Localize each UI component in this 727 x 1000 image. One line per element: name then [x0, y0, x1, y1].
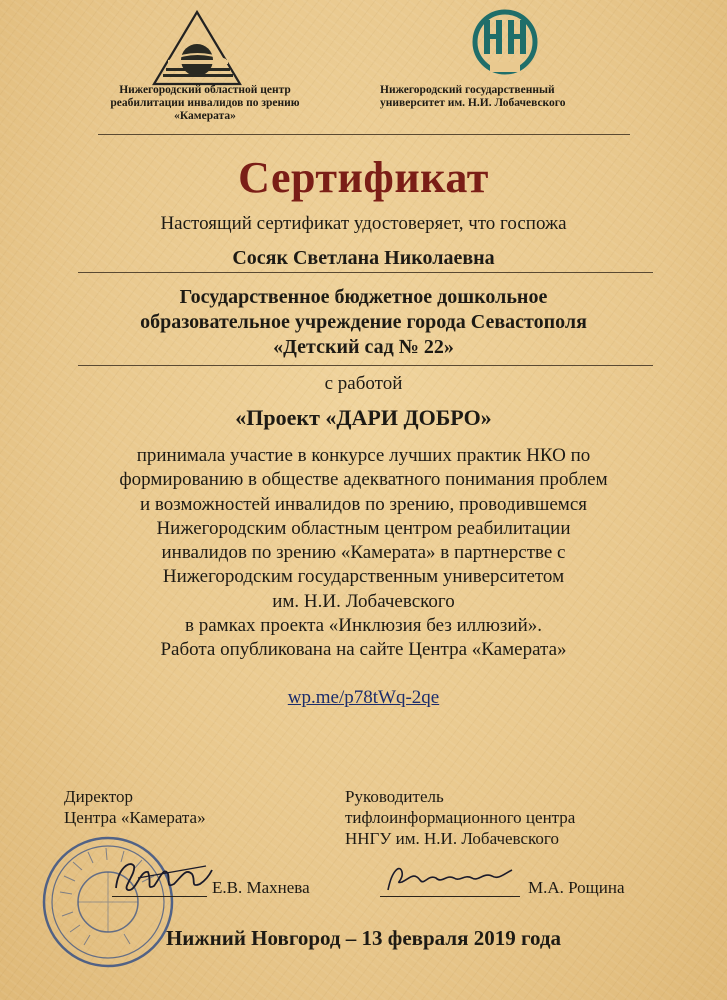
- header-divider: [98, 134, 630, 135]
- left-signer-name: Е.В. Махнева: [212, 878, 310, 897]
- right-signature-icon: [380, 860, 520, 896]
- recipient-organization: Государственное бюджетное дошкольное образовательное учреждение города Севастополя «Детский сад № 22»: [140, 286, 587, 358]
- left-org-name: Нижегородский областной центр реабилитации инвалидов по зрению «Камерата»: [110, 84, 300, 122]
- place-and-date: Нижний Новгород – 13 февраля 2019 года: [165, 926, 562, 950]
- intro-text: Настоящий сертификат удостоверяет, что госпожа: [160, 213, 567, 234]
- certificate-body: принимала участие в конкурсе лучших практик НКО по формированию в обществе адекватного понимания проблем и возможностей инвалидов по зрению, проводившемся Нижегородским областным центром реабилитации инвалидов по зрению «Камерата» в партнерстве с Нижегородским государственным университетом им. Н.И. Лобачевского в рамках проекта «Инклюзия без иллюзий». Работа опубликована на сайте Центра «Камерата»: [119, 445, 608, 661]
- right-signer-role: Руководитель тифлоинформационного центра ННГУ им. Н.И. Лобачевского: [345, 787, 576, 848]
- left-signature-line: [112, 896, 207, 897]
- unn-logo-icon: [462, 6, 548, 78]
- recipient-name: Сосяк Светлана Николаевна: [232, 247, 495, 269]
- right-org-name: Нижегородский государственный университет им. Н.И. Лобачевского: [380, 84, 566, 109]
- publication-link[interactable]: wp.me/p78tWq-2qe: [287, 687, 440, 708]
- name-divider: [78, 272, 653, 273]
- org-divider: [78, 365, 653, 366]
- right-signature-line: [380, 896, 520, 897]
- right-signer-name: М.А. Рощина: [528, 878, 625, 897]
- kamerata-logo-icon: [150, 8, 245, 90]
- left-signer-role: Директор Центра «Камерата»: [64, 787, 206, 827]
- project-title: «Проект «ДАРИ ДОБРО»: [235, 405, 492, 430]
- with-work-text: с работой: [324, 373, 403, 394]
- certificate-title: Сертификат: [238, 153, 489, 202]
